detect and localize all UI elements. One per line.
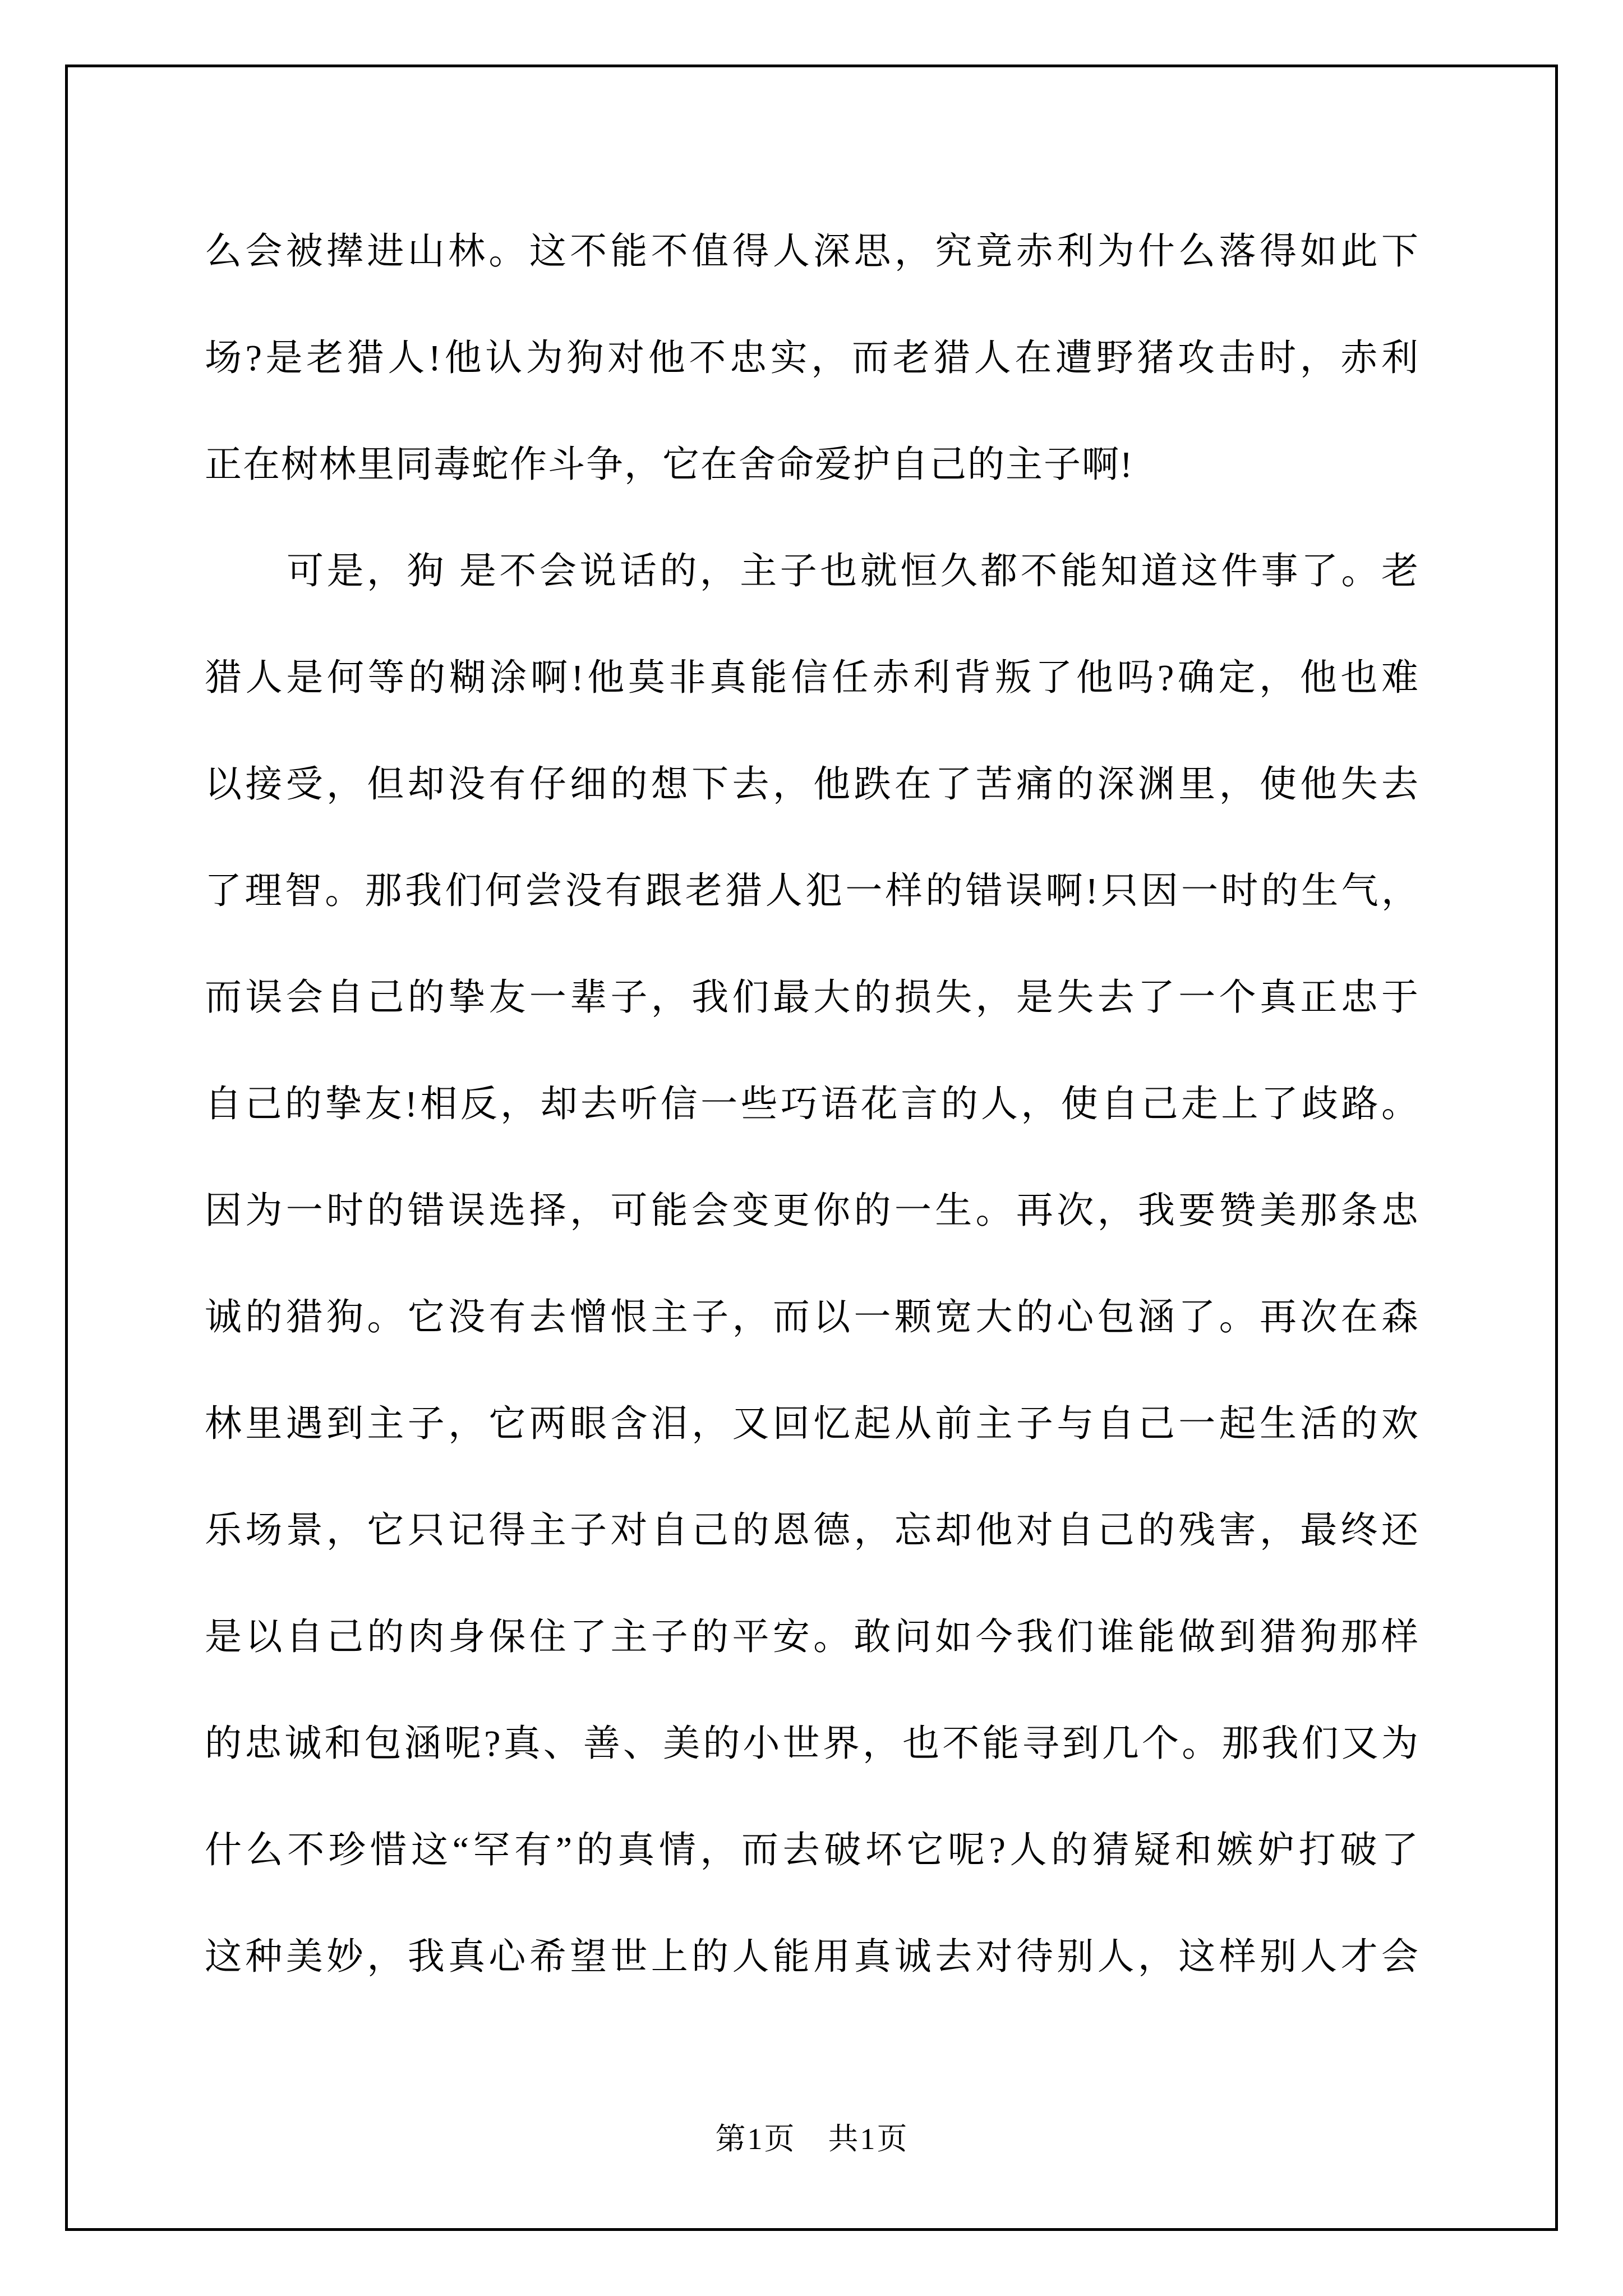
text-line: 这种美妙，我真心希望世上的人能用真诚去对待别人，这样别人才会	[205, 1936, 1419, 1977]
text-line: 自己的挚友!相反，却去听信一些巧语花言的人，使自己走上了歧路。	[205, 1084, 1419, 1125]
text-line: 猎人是何等的糊涂啊!他莫非真能信任赤利背叛了他吗?确定，他也难	[205, 657, 1419, 698]
text-line: 正在树林里同毒蛇作斗争，它在舍命爱护自己的主子啊!	[205, 444, 1133, 485]
text-line: 什么不珍惜这“罕有”的真情，而去破坏它呢?人的猜疑和嫉妒打破了	[205, 1830, 1419, 1871]
text-line: 了理智。那我们何尝没有跟老猎人犯一样的错误啊!只因一时的生气，	[205, 871, 1419, 912]
text-line: 么会被撵进山林。这不能不值得人深思，究竟赤利为什么落得如此下	[205, 231, 1419, 272]
text-line: 的忠诚和包涵呢?真、善、美的小世界，也不能寻到几个。那我们又为	[205, 1723, 1419, 1764]
text-line: 是以自己的肉身保住了主子的平安。敢问如今我们谁能做到猎狗那样	[205, 1617, 1419, 1658]
text-line: 因为一时的错误选择，可能会变更你的一生。再次，我要赞美那条忠	[205, 1190, 1419, 1231]
text-line: 诚的猎狗。它没有去憎恨主子，而以一颗宽大的心包涵了。再次在森	[205, 1297, 1419, 1338]
page-footer	[205, 2119, 1419, 2159]
footer-text: 第1页 共1页	[715, 2122, 909, 2156]
document-body	[205, 199, 1419, 2010]
text-line: 可是，狗 是不会说话的，主子也就恒久都不能知道这件事了。老	[287, 551, 1419, 592]
text-line: 林里遇到主子，它两眼含泪，又回忆起从前主子与自己一起生活的欢	[205, 1404, 1419, 1444]
text-line: 乐场景，它只记得主子对自己的恩德，忘却他对自己的残害，最终还	[205, 1510, 1419, 1551]
text-line: 而误会自己的挚友一辈子，我们最大的损失，是失去了一个真正忠于	[205, 977, 1419, 1018]
text-line: 场?是老猎人!他认为狗对他不忠实，而老猎人在遭野猪攻击时，赤利	[205, 338, 1419, 379]
paragraph	[205, 199, 1419, 518]
paragraph	[205, 518, 1419, 2010]
text-line: 以接受，但却没有仔细的想下去，他跌在了苦痛的深渊里，使他失去	[205, 764, 1419, 805]
